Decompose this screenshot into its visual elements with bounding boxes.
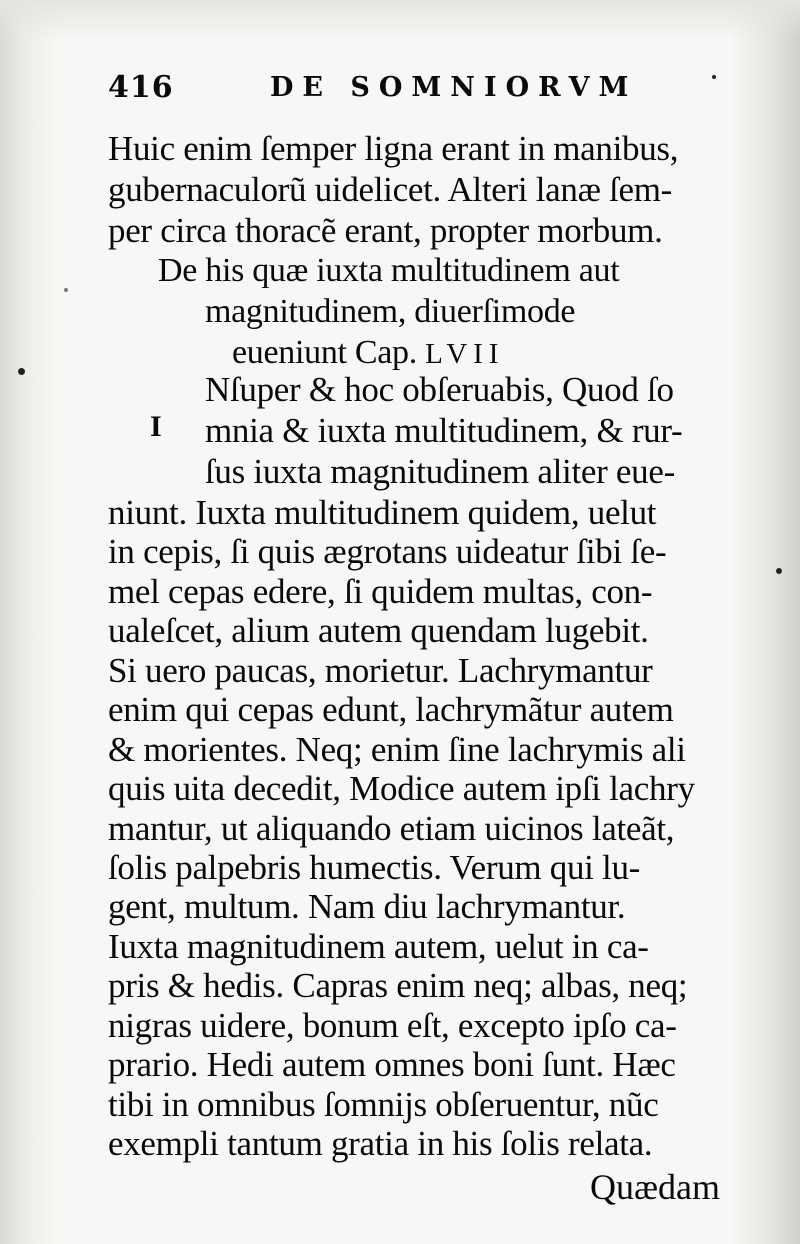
- running-head: [108, 70, 728, 114]
- page-edge-shadow-left: [0, 0, 60, 1244]
- marginal-note: I: [150, 410, 162, 443]
- chapter-number: LVII: [425, 338, 505, 370]
- text-line: & morientes. Neq; enim ſine lachrymis ali: [108, 730, 686, 769]
- text-line: per circa thoracẽ erant, propter morbum.: [108, 211, 663, 250]
- text-line: ualeſcet, alium autem quendam lugebit.: [108, 611, 649, 650]
- text-line: in cepis, ſi quis ægrotans uideatur ſibi ſe-: [108, 532, 667, 571]
- text-line: quis uita decedit, Modice autem ipſi lachry: [108, 769, 695, 808]
- text-line: ſolis palpebris humectis. Verum qui lu-: [108, 848, 641, 887]
- text-line: nigras uidere, bonum eſt, excepto ipſo ca-: [108, 1006, 677, 1045]
- ink-speck: [776, 568, 782, 574]
- page-number: 416: [108, 70, 174, 105]
- text-line: Huic enim ſemper ligna erant in manibus,: [108, 129, 679, 168]
- ink-speck: [18, 368, 25, 375]
- text-line: Iuxta magnitudinem autem, uelut in ca-: [108, 927, 649, 966]
- text-line: ſus iuxta magnitudinem aliter eue-: [205, 452, 675, 491]
- running-title: DE SOMNIORVM: [270, 72, 638, 103]
- text-line: mel cepas edere, ſi quidem multas, con-: [108, 572, 653, 611]
- page-edge-shadow-top: [0, 0, 800, 40]
- text-line: mantur, ut aliquando etiam uicinos lateãt,: [108, 809, 675, 848]
- text-line: enim qui cepas edunt, lachrymãtur autem: [108, 690, 674, 729]
- text-line: gent, multum. Nam diu lachrymantur.: [108, 887, 626, 926]
- catchword: Quædam: [590, 1167, 720, 1207]
- chapter-heading-line-2: magnitudinem, diuerſimode: [205, 293, 576, 330]
- page-edge-shadow-right: [730, 0, 800, 1244]
- text-line: gubernaculorũ uidelicet. Alteri lanæ ſem-: [108, 170, 673, 209]
- ink-speck: [64, 288, 68, 292]
- text-line: prario. Hedi autem omnes boni ſunt. Hæc: [108, 1045, 676, 1084]
- text-line: Si uero paucas, morietur. Lachrymantur: [108, 651, 653, 690]
- text-line: mnia & iuxta multitudinem, & rur-: [205, 411, 683, 450]
- text-line: Nſuper & hoc obſeruabis, Quod ſo: [205, 370, 674, 409]
- text-line: niunt. Iuxta multitudinem quidem, uelut: [108, 493, 657, 532]
- text-line: pris & hedis. Capras enim neq; albas, neq;: [108, 966, 688, 1005]
- chapter-heading-line-3: [232, 336, 504, 370]
- text-line: tibi in omnibus ſomnijs obſeruentur, nũc: [108, 1085, 659, 1124]
- text-line-last: exempli tantum gratia in his ſolis relata.: [108, 1124, 653, 1163]
- chapter-heading-text: eueniunt Cap.: [232, 334, 417, 371]
- chapter-heading-line-1: De his quæ iuxta multitudinem aut: [158, 252, 620, 289]
